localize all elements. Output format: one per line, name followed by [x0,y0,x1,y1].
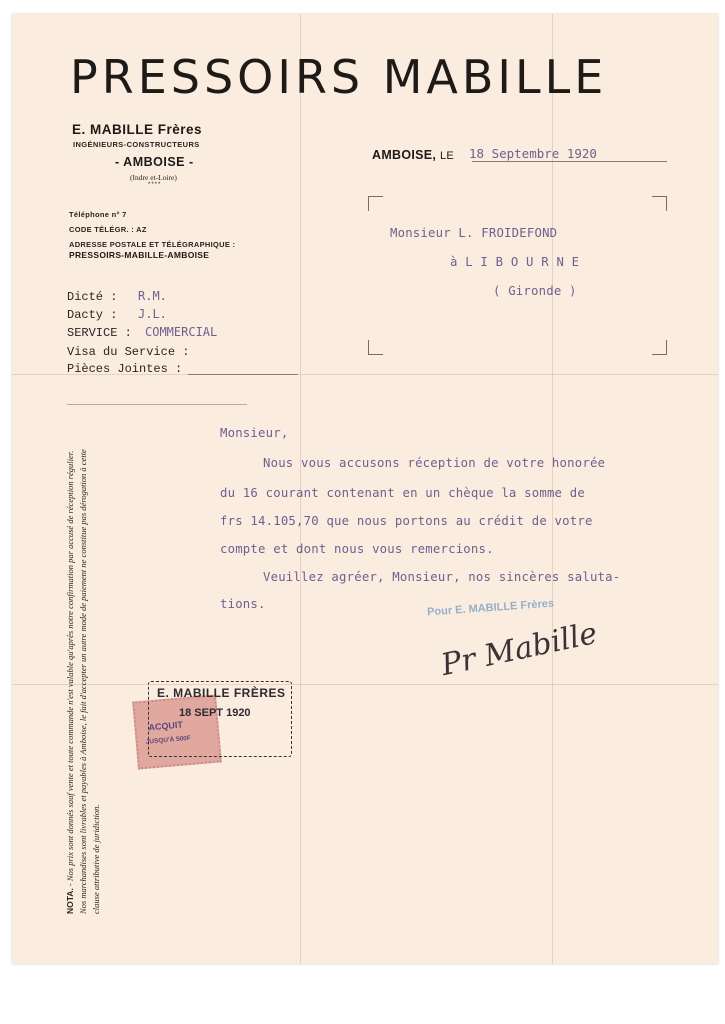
address-corner [368,340,383,355]
service-value: COMMERCIAL [145,325,218,339]
letter-date: 18 Septembre 1920 [469,146,597,161]
salutation: Monsieur, [220,426,289,440]
body-line: Veuillez agréer, Monsieur, nos sincères saluta- [263,570,621,584]
body-line: compte et dont nous vous remercions. [220,542,494,556]
nota-lead: NOTA. [65,888,75,914]
dateline [372,148,454,162]
nota-notice [64,444,103,914]
postal-address: PRESSOIRS-MABILLE-AMBOISE [69,250,210,260]
dateline-le: LE [440,150,455,162]
date-stamp [148,681,292,757]
dateline-place: AMBOISE, [372,148,437,162]
fold-crease [12,684,718,685]
date-stamp-date: 18 SEPT 1920 [179,707,251,719]
date-rule [472,161,667,162]
recipient-region: ( Gironde ) [493,284,577,298]
telephone-line: Téléphone n° 7 [69,210,127,219]
firm-profession: INGÉNIEURS-CONSTRUCTEURS [73,140,200,149]
signature: Pr Mabille [438,615,601,684]
firm-city: - AMBOISE - [115,155,194,169]
masthead: PRESSOIRS MABILLE [70,50,608,104]
dicte-label: Dicté : [67,290,118,304]
pieces-label: Pièces Jointes : [67,362,183,376]
address-corner [368,196,383,211]
recipient-city: à L I B O U R N E [450,255,580,269]
date-stamp-firm: E. MABILLE FRÈRES [157,686,286,700]
letter-sheet [12,14,718,964]
firm-department: (Indre et-Loire) [130,173,177,182]
dicte-value: R.M. [138,289,167,303]
visa-label: Visa du Service : [67,345,190,359]
address-corner [652,340,667,355]
address-label: ADRESSE POSTALE ET TÉLÉGRAPHIQUE : [69,240,236,249]
revenue-stamp-sub: JUSQU'À 500F [145,734,192,746]
service-label: SERVICE : [67,326,132,340]
address-corner [652,196,667,211]
body-line: du 16 courant contenant en un chèque la somme de [220,486,585,500]
dacty-label: Dacty : [67,308,118,322]
telegraph-code: CODE TÉLÉGR. : AZ [69,225,147,234]
pieces-rule [188,374,298,375]
divider-rule [67,404,247,405]
body-line: Nous vous accusons réception de votre honorée [263,456,606,470]
firm-ink-stamp: Pour E. MABILLE Frères [426,597,555,619]
recipient-name: Monsieur L. FROIDEFOND [390,226,558,240]
firm-name: E. MABILLE Frères [72,122,203,137]
ornament-stars: **** [148,182,162,188]
revenue-stamp-text: ACQUIT [148,719,184,733]
body-line: frs 14.105,70 que nous portons au crédit de votre [220,514,593,528]
nota-text: - Nos prix sont donnés sauf vente et toute commande n'est valable qu'après notre confirmation par accusé de réception régulier. Nos marchandises sont livrables et payables à Amboise, le fait d'accepter un autre mode de paiement ne constitue pas dérogation à cette clause attributive de juridiction. [65,449,101,914]
dacty-value: J.L. [138,307,167,321]
body-line: tions. [220,597,266,611]
